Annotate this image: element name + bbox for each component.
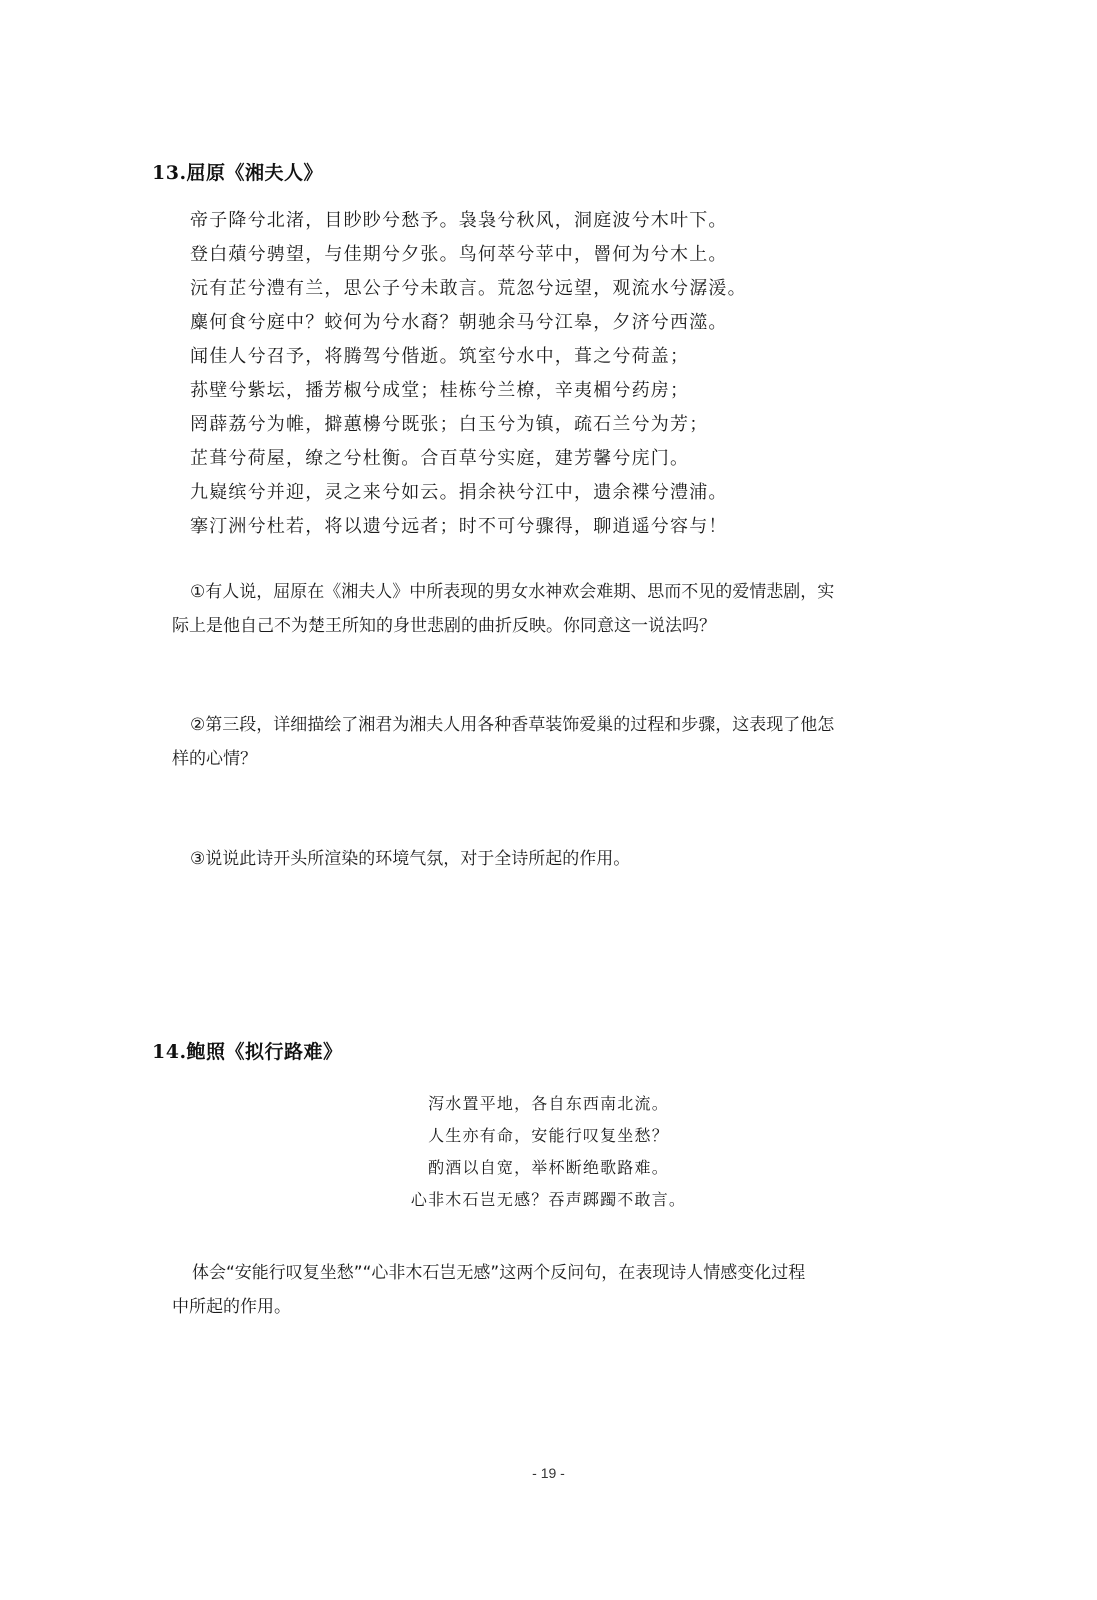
- question-2-line-1: ②第三段，详细描绘了湘君为湘夫人用各种香草装饰爱巢的过程和步骤，这表现了他怎: [190, 715, 835, 735]
- poem-line: 泻水置平地，各自东西南北流。: [428, 1094, 669, 1113]
- poem-line: 九嶷缤兮并迎，灵之来兮如云。捐余袂兮江中，遗余褋兮澧浦。: [190, 482, 728, 503]
- question-3-line-1: ③说说此诗开头所渲染的环境气氛，对于全诗所起的作用。: [190, 849, 631, 869]
- poem-line: 人生亦有命，安能行叹复坐愁？: [428, 1126, 669, 1145]
- question-1-line-1: ①有人说，屈原在《湘夫人》中所表现的男女水神欢会难期、思而不见的爱情悲剧，实: [190, 582, 835, 602]
- poem-line: 心非木石岂无感？吞声踯躅不敢言。: [410, 1190, 687, 1209]
- question-2: [172, 708, 932, 776]
- poem-line: 酌酒以自宽，举杯断绝歌路难。: [428, 1158, 669, 1177]
- section-13-poem: [190, 204, 747, 544]
- poem-line: 沅有芷兮澧有兰，思公子兮未敢言。荒忽兮远望，观流水兮潺湲。: [190, 278, 747, 299]
- poem-line: 荪壁兮紫坛，播芳椒兮成堂；桂栋兮兰橑，辛夷楣兮药房；: [190, 380, 690, 401]
- section-14-question-line-1: 体会“安能行叹复坐愁”“心非木石岂无感”这两个反问句，在表现诗人情感变化过程: [192, 1263, 806, 1283]
- poem-line: 帝子降兮北渚，目眇眇兮愁予。袅袅兮秋风，洞庭波兮木叶下。: [190, 210, 728, 231]
- poem-line: 登白薠兮骋望，与佳期兮夕张。鸟何萃兮苹中，罾何为兮木上。: [190, 244, 728, 265]
- section-14-poem: [0, 1088, 1097, 1216]
- poem-line: 芷葺兮荷屋，缭之兮杜衡。合百草兮实庭，建芳馨兮庑门。: [190, 448, 690, 469]
- section-13-title: 13.屈原《湘夫人》: [152, 162, 324, 184]
- question-1-line-2: 际上是他自己不为楚王所知的身世悲剧的曲折反映。你同意这一说法吗？: [172, 616, 716, 636]
- section-14-question-line-2: 中所起的作用。: [172, 1297, 291, 1317]
- poem-line: 罔薜荔兮为帷，擗蕙櫋兮既张；白玉兮为镇，疏石兰兮为芳；: [190, 414, 709, 435]
- question-2-line-2: 样的心情？: [172, 749, 257, 769]
- question-1: [172, 575, 932, 643]
- question-3: [172, 842, 932, 876]
- page-number: - 19 -: [532, 1465, 565, 1481]
- poem-line: 闻佳人兮召予，将腾驾兮偕逝。筑室兮水中，葺之兮荷盖；: [190, 346, 690, 367]
- poem-line: 麋何食兮庭中？蛟何为兮水裔？朝驰余马兮江皋，夕济兮西澨。: [190, 312, 728, 333]
- poem-line: 搴汀洲兮杜若，将以遗兮远者；时不可兮骤得，聊逍遥兮容与！: [190, 516, 728, 537]
- section-14-title: 14.鲍照《拟行路难》: [152, 1041, 343, 1063]
- section-14-question: [172, 1256, 932, 1324]
